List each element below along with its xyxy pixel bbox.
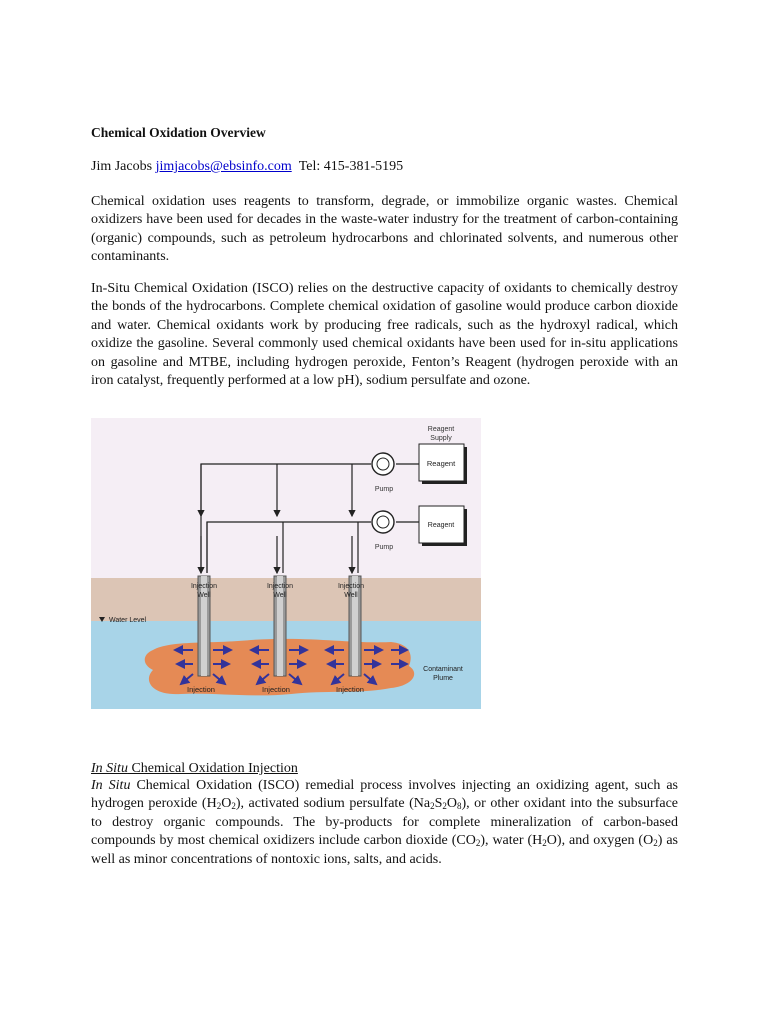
svg-text:Well: Well (197, 592, 211, 599)
svg-text:Injection: Injection (337, 583, 365, 590)
doc-title: Chemical Oxidation Overview (91, 125, 266, 140)
pump-label-1: Pump (374, 486, 394, 493)
section-title (91, 761, 298, 777)
pump-label-2: Pump (374, 544, 394, 551)
pump-icon-1 (372, 453, 394, 475)
plume-label-1: Contaminant (423, 666, 463, 673)
section-title-italic: In Situ (91, 761, 128, 776)
svg-text:Injection: Injection (266, 583, 294, 590)
paragraph-intro: Chemical oxidation uses reagents to transform, degrade, or immobilize organic wastes. Chemical oxidizers have been used for decades in the waste-water industry for the treatment of carbon-containing (organic) compounds, such as petroleum hydrocarbons and chlorinated solvents, and numerous other contaminants. (91, 194, 678, 265)
svg-text:Injection: Injection (262, 685, 290, 694)
author-phone: Tel: 415-381-5195 (298, 159, 404, 174)
reagent-tank-label-2: Reagent (427, 522, 455, 529)
author-line (91, 159, 403, 175)
svg-text:Well: Well (344, 592, 358, 599)
reagent-tank-label-1: Reagent (426, 459, 456, 468)
svg-text:Injection: Injection (336, 685, 364, 694)
author-name: Jim Jacobs (91, 159, 153, 174)
paragraph-isco: In-Situ Chemical Oxidation (ISCO) relies on the destructive capacity of oxidants to chemically destroy the bonds of the hydrocarbons. Complete chemical oxidation of gasoline would produce carbon dioxide and water. Chemical oxidants work by producing free radicals, such as the hydroxyl radical, which oxidize the gasoline. Several commonly used chemical oxidants have been used for in-situ applications on gasoline and MTBE, including hydrogen peroxide, Fenton’s Reagent (hydrogen peroxide with an iron catalyst, frequently performed at a low pH), sodium persulfate and ozone. (91, 281, 678, 389)
water-level-label: Water Level (109, 617, 147, 624)
reagent-supply-label-1: Reagent (427, 426, 455, 433)
author-email-link[interactable]: jimjacobs@ebsinfo.com (155, 159, 292, 174)
paragraph-injection: In Situ Chemical Oxidation (ISCO) remedial process involves injecting an oxidizing agent, such as hydrogen peroxide $(H_2O_2)$, activated sodium persulfate $(Na_2S_2O_8)$, or other oxidant into the subsurface to destroy organic compounds. The by-products for complete mineralization of carbon-based compounds by most chemical oxidizers include carbon dioxide $(CO_2)$, water $(H_2O)$, and oxygen $(O_2)$ as well as minor concentrations of nontoxic ions, salts, and acids. (91, 778, 679, 867)
pump-icon-2 (372, 511, 394, 533)
reagent-supply-label-2: Supply (430, 435, 452, 442)
section-title-rest: Chemical Oxidation Injection (127, 761, 298, 776)
isco-diagram (91, 418, 481, 709)
svg-text:Well: Well (273, 592, 287, 599)
plume-label-2: Plume (433, 675, 453, 682)
svg-text:Injection: Injection (187, 685, 215, 694)
svg-text:Injection: Injection (190, 583, 218, 590)
